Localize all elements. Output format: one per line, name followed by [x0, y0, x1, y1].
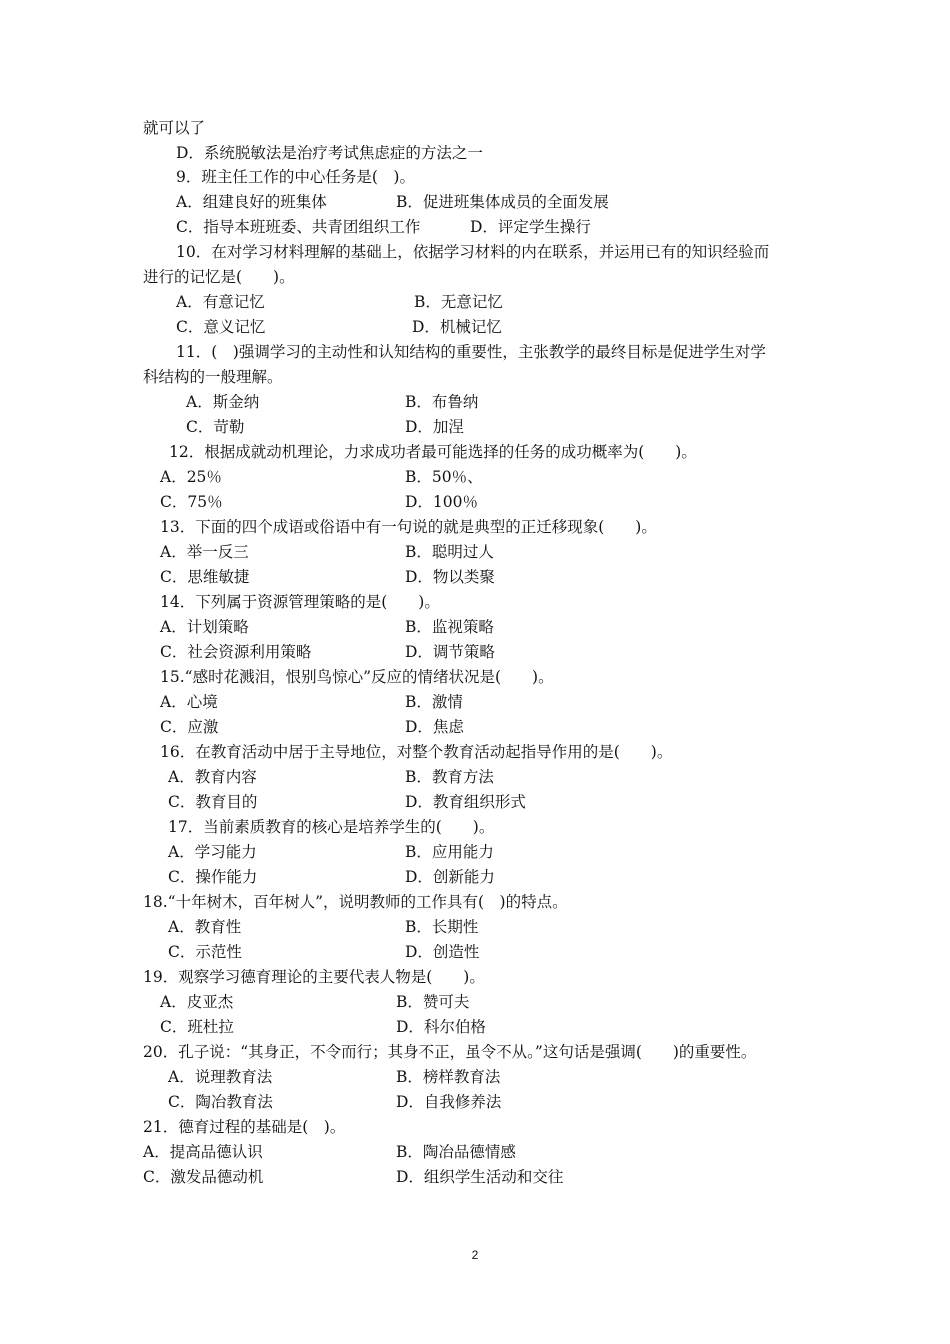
q15-option-c: C．应激 — [160, 718, 219, 736]
q17-option-b: B．应用能力 — [405, 843, 494, 861]
q14-option-b: B．监视策略 — [405, 618, 494, 636]
q12-option-a: A．25％ — [160, 468, 222, 486]
q12-option-d: D．100％ — [405, 493, 479, 511]
q14-option-c: C．社会资源利用策略 — [160, 643, 312, 661]
q14-option-a: A．计划策略 — [160, 618, 249, 636]
q13-option-d: D．物以类聚 — [405, 568, 495, 586]
q16-option-d: D．教育组织形式 — [405, 793, 526, 811]
q11-option-b: B．布鲁纳 — [405, 393, 479, 411]
q14-option-d: D．调节策略 — [405, 643, 495, 661]
q17-option-c: C．操作能力 — [168, 868, 258, 886]
q20-option-a: A．说理教育法 — [168, 1068, 273, 1086]
question-15: 15.“感时花溅泪，恨别鸟惊心”反应的情绪状况是( )。 — [160, 668, 554, 686]
question-10-line1: 10．在对学习材料理解的基础上，依据学习材料的内在联系，并运用已有的知识经验而 — [176, 243, 770, 261]
q18-option-d: D．创造性 — [405, 943, 480, 961]
page-number: 2 — [471, 1248, 479, 1262]
question-14: 14．下列属于资源管理策略的是( )。 — [160, 593, 440, 611]
q18-option-b: B．长期性 — [405, 918, 479, 936]
q19-option-d: D．科尔伯格 — [396, 1018, 486, 1036]
q12-option-b: B．50％、 — [405, 468, 483, 486]
q10-option-b: B．无意记忆 — [414, 293, 503, 311]
q21-option-b: B．陶冶品德情感 — [396, 1143, 516, 1161]
q21-option-d: D．组织学生活动和交往 — [396, 1168, 564, 1186]
q20-option-b: B．榜样教育法 — [396, 1068, 501, 1086]
q19-option-c: C．班杜拉 — [160, 1018, 234, 1036]
question-9: 9．班主任工作的中心任务是( )。 — [176, 168, 415, 186]
question-17: 17．当前素质教育的核心是培养学生的( )。 — [168, 818, 495, 836]
q21-option-a: A．提高品德认识 — [143, 1143, 263, 1161]
question-11-line1: 11．( )强调学习的主动性和认知结构的重要性，主张教学的最终目标是促进学生对学 — [176, 343, 766, 361]
q18-option-a: A．教育性 — [168, 918, 242, 936]
q9-option-c: C．指导本班班委、共青团组织工作 — [176, 218, 421, 236]
q13-option-a: A．举一反三 — [160, 543, 249, 561]
q13-option-b: B．聪明过人 — [405, 543, 494, 561]
q15-option-b: B．激情 — [405, 693, 463, 711]
q16-option-a: A．教育内容 — [168, 768, 257, 786]
q11-option-a: A．斯金纳 — [186, 393, 260, 411]
q15-option-d: D．焦虑 — [405, 718, 464, 736]
question-13: 13．下面的四个成语或俗语中有一句说的就是典型的正迁移现象( )。 — [160, 518, 657, 536]
q19-option-a: A．皮亚杰 — [160, 993, 234, 1011]
q9-option-b: B．促进班集体成员的全面发展 — [396, 193, 609, 211]
q17-option-a: A．学习能力 — [168, 843, 257, 861]
q11-option-c: C．苛勒 — [186, 418, 245, 436]
q21-option-c: C．激发品德动机 — [143, 1168, 264, 1186]
question-16: 16．在教育活动中居于主导地位，对整个教育活动起指导作用的是( )。 — [160, 743, 673, 761]
question-18: 18.“十年树木，百年树人”，说明教师的工作具有( )的特点。 — [143, 893, 568, 911]
q20-option-c: C．陶冶教育法 — [168, 1093, 273, 1111]
q10-option-d: D．机械记忆 — [412, 318, 502, 336]
continued-text: 就可以了 — [143, 119, 206, 137]
question-11-line2: 科结构的一般理解。 — [143, 368, 283, 386]
q20-option-d: D．自我修养法 — [396, 1093, 502, 1111]
q10-option-c: C．意义记忆 — [176, 318, 266, 336]
q11-option-d: D．加涅 — [405, 418, 464, 436]
q15-option-a: A．心境 — [160, 693, 218, 711]
q16-option-b: B．教育方法 — [405, 768, 494, 786]
q9-option-a: A．组建良好的班集体 — [176, 193, 327, 211]
q16-option-c: C．教育目的 — [168, 793, 258, 811]
q18-option-c: C．示范性 — [168, 943, 242, 961]
question-21: 21．德育过程的基础是( )。 — [143, 1118, 346, 1136]
question-10-line2: 进行的记忆是( )。 — [143, 268, 295, 286]
question-20: 20．孔子说：“其身正，不令而行；其身不正，虽令不从。”这句话是强调( )的重要性。 — [143, 1043, 757, 1061]
q9-option-d: D．评定学生操行 — [470, 218, 591, 236]
question-12: 12．根据成就动机理论，力求成功者最可能选择的任务的成功概率为( )。 — [169, 443, 697, 461]
q17-option-d: D．创新能力 — [405, 868, 495, 886]
q12-option-c: C．75％ — [160, 493, 223, 511]
q13-option-c: C．思维敏捷 — [160, 568, 250, 586]
q10-option-a: A．有意记忆 — [176, 293, 265, 311]
q19-option-b: B．赞可夫 — [396, 993, 470, 1011]
question-19: 19．观察学习德育理论的主要代表人物是( )。 — [143, 968, 485, 986]
q8-option-d: D．系统脱敏法是治疗考试焦虑症的方法之一 — [176, 144, 483, 162]
